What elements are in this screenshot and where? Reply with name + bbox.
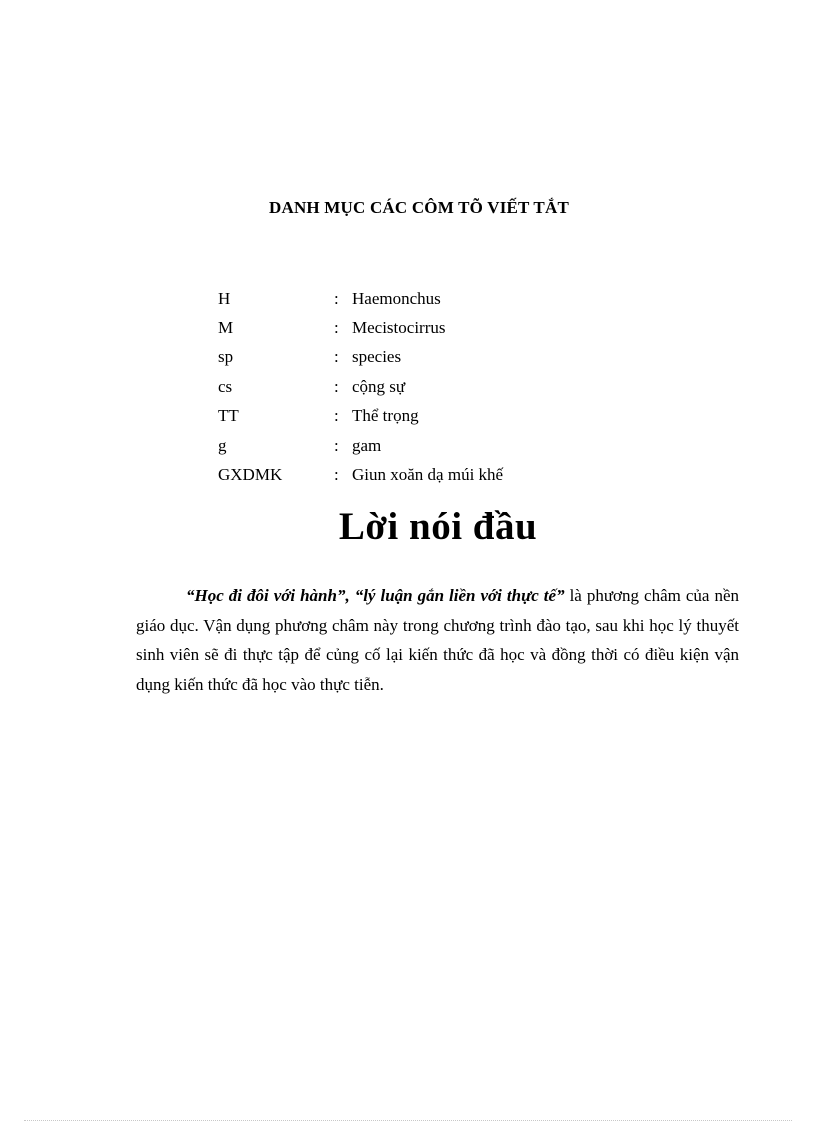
abbreviation-meaning: gam: [352, 435, 382, 455]
abbreviation-term: GXDMK: [218, 465, 283, 485]
preface-paragraph: [136, 581, 739, 699]
abbreviation-meaning: Thể trọng: [352, 406, 419, 426]
abbreviation-meaning: Mecistocirrus: [352, 318, 446, 338]
abbreviation-meaning: cộng sự: [352, 376, 406, 396]
abbreviation-separator: :: [334, 406, 339, 426]
abbreviation-meaning: species: [352, 347, 402, 367]
abbreviation-term: cs: [218, 376, 233, 396]
abbreviation-term: TT: [218, 406, 239, 426]
abbreviations-heading: DANH MỤC CÁC CÔM TÕ VIẾT TẮT: [269, 198, 569, 217]
abbreviation-meaning: Giun xoăn dạ múi khế: [352, 465, 504, 485]
abbreviation-term: M: [218, 318, 234, 338]
preface-quote: “Học đi đôi với hành”, “lý luận gắn liền với thực tế”: [186, 586, 565, 605]
abbreviation-row: [218, 402, 638, 431]
abbreviation-separator: :: [334, 318, 339, 338]
abbreviation-term: sp: [218, 347, 234, 367]
abbreviation-row: [218, 313, 638, 342]
abbreviation-term: H: [218, 288, 231, 308]
abbreviation-row: [218, 372, 638, 401]
abbreviation-row: [218, 460, 638, 489]
abbreviation-separator: :: [334, 288, 339, 308]
abbreviation-term: g: [218, 435, 227, 455]
abbreviation-row: [218, 431, 638, 460]
abbreviation-separator: :: [334, 435, 339, 455]
preface-title: Lời nói đầu: [338, 505, 538, 548]
page-bottom-divider: [24, 1120, 792, 1121]
abbreviation-row: [218, 284, 638, 313]
abbreviation-meaning: Haemonchus: [352, 288, 441, 308]
preface-text: là phương châm của nền giáo dục. Vận dụng phương châm này trong chương trình đào tạo, sau khi học lý thuyết sinh viên sẽ đi thực tập để củng cố lại kiến thức đã học và đồng thời có điều kiện vận dụng kiến thức đã học vào thực tiễn.: [136, 586, 739, 694]
abbreviations-list: [218, 284, 638, 490]
abbreviation-separator: :: [334, 465, 339, 485]
abbreviation-row: [218, 343, 638, 372]
abbreviation-separator: :: [334, 376, 339, 396]
abbreviation-separator: :: [334, 347, 339, 367]
